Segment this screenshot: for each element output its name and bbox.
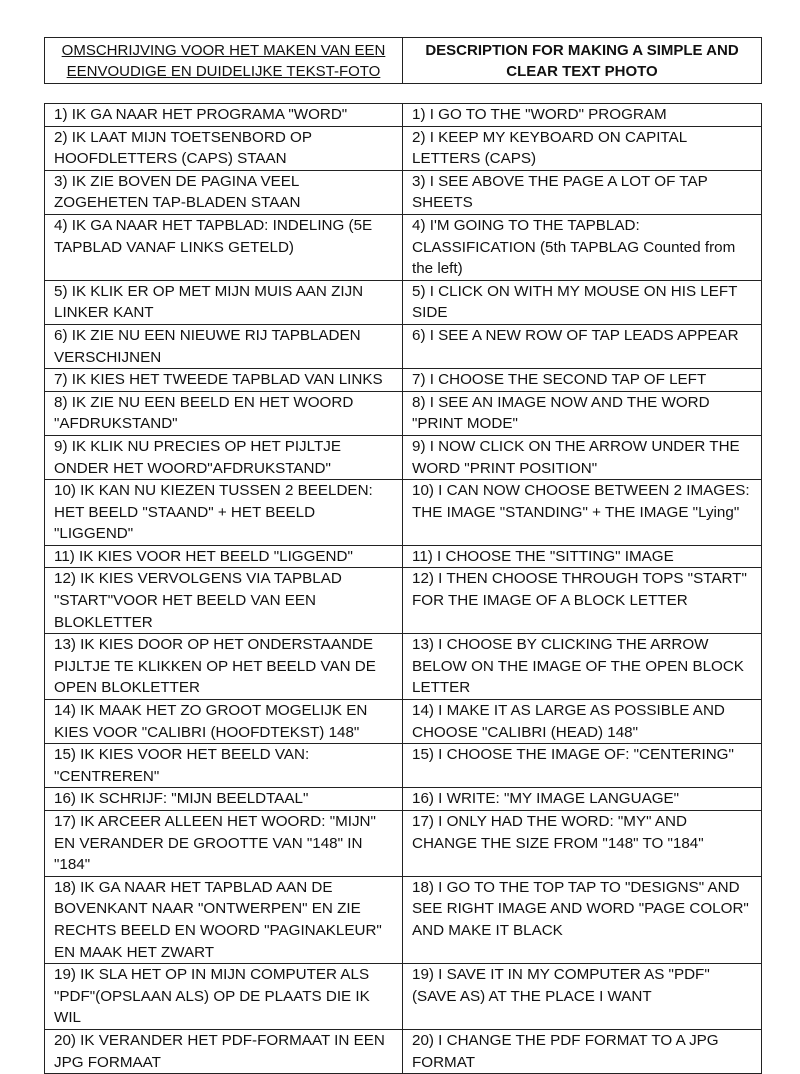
step-english-cell: 7) I CHOOSE THE SECOND TAP OF LEFT bbox=[403, 369, 762, 392]
step-dutch-cell: 13) IK KIES DOOR OP HET ONDERSTAANDE PIJLTJE TE KLIKKEN OP HET BEELD VAN DE OPEN BLOKLETTER bbox=[45, 634, 403, 700]
step-dutch-cell: 9) IK KLIK NU PRECIES OP HET PIJLTJE ONDER HET WOORD"AFDRUKSTAND" bbox=[45, 435, 403, 479]
step-english-cell: 2) I KEEP MY KEYBOARD ON CAPITAL LETTERS (CAPS) bbox=[403, 126, 762, 170]
steps-table bbox=[44, 103, 762, 1074]
step-dutch-cell: 18) IK GA NAAR HET TAPBLAD AAN DE BOVENKANT NAAR "ONTWERPEN" EN ZIE RECHTS BEELD EN WOORD "PAGINAKLEUR" EN MAAK HET ZWART bbox=[45, 876, 403, 963]
step-dutch-cell: 19) IK SLA HET OP IN MIJN COMPUTER ALS "PDF"(OPSLAAN ALS) OP DE PLAATS DIE IK WIL bbox=[45, 964, 403, 1030]
table-row bbox=[45, 435, 762, 479]
table-row bbox=[45, 811, 762, 877]
step-dutch-cell: 14) IK MAAK HET ZO GROOT MOGELIJK EN KIES VOOR "CALIBRI (HOOFDTEKST) 148" bbox=[45, 700, 403, 744]
step-dutch-cell: 8) IK ZIE NU EEN BEELD EN HET WOORD "AFDRUKSTAND" bbox=[45, 391, 403, 435]
table-row bbox=[45, 369, 762, 392]
table-row bbox=[45, 744, 762, 788]
step-english-cell: 11) I CHOOSE THE "SITTING" IMAGE bbox=[403, 545, 762, 568]
step-dutch-cell: 3) IK ZIE BOVEN DE PAGINA VEEL ZOGEHETEN TAP-BLADEN STAAN bbox=[45, 170, 403, 214]
step-dutch-cell: 20) IK VERANDER HET PDF-FORMAAT IN EEN JPG FORMAAT bbox=[45, 1029, 403, 1073]
step-english-cell: 20) I CHANGE THE PDF FORMAT TO A JPG FORMAT bbox=[403, 1029, 762, 1073]
step-english-cell: 1) I GO TO THE "WORD" PROGRAM bbox=[403, 104, 762, 127]
table-row bbox=[45, 545, 762, 568]
step-dutch-cell: 1) IK GA NAAR HET PROGRAMA "WORD" bbox=[45, 104, 403, 127]
table-row bbox=[45, 700, 762, 744]
table-row bbox=[45, 788, 762, 811]
step-english-cell: 3) I SEE ABOVE THE PAGE A LOT OF TAP SHEETS bbox=[403, 170, 762, 214]
step-english-cell: 8) I SEE AN IMAGE NOW AND THE WORD "PRINT MODE" bbox=[403, 391, 762, 435]
step-dutch-cell: 10) IK KAN NU KIEZEN TUSSEN 2 BEELDEN: HET BEELD "STAAND" + HET BEELD "LIGGEND" bbox=[45, 480, 403, 546]
step-english-cell: 13) I CHOOSE BY CLICKING THE ARROW BELOW ON THE IMAGE OF THE OPEN BLOCK LETTER bbox=[403, 634, 762, 700]
step-english-cell: 10) I CAN NOW CHOOSE BETWEEN 2 IMAGES: THE IMAGE "STANDING" + THE IMAGE "Lying" bbox=[403, 480, 762, 546]
step-english-cell: 17) I ONLY HAD THE WORD: "MY" AND CHANGE THE SIZE FROM "148" TO "184" bbox=[403, 811, 762, 877]
title-table bbox=[44, 37, 762, 84]
step-english-cell: 9) I NOW CLICK ON THE ARROW UNDER THE WORD "PRINT POSITION" bbox=[403, 435, 762, 479]
step-english-cell: 5) I CLICK ON WITH MY MOUSE ON HIS LEFT SIDE bbox=[403, 280, 762, 324]
table-row bbox=[45, 568, 762, 634]
table-row bbox=[45, 126, 762, 170]
table-row bbox=[45, 964, 762, 1030]
table-row bbox=[45, 1029, 762, 1073]
step-dutch-cell: 15) IK KIES VOOR HET BEELD VAN: "CENTREREN" bbox=[45, 744, 403, 788]
step-english-cell: 6) I SEE A NEW ROW OF TAP LEADS APPEAR bbox=[403, 324, 762, 368]
table-row bbox=[45, 876, 762, 963]
step-dutch-cell: 7) IK KIES HET TWEEDE TAPBLAD VAN LINKS bbox=[45, 369, 403, 392]
dutch-title: OMSCHRIJVING VOOR HET MAKEN VAN EEN EENVOUDIGE EN DUIDELIJKE TEKST-FOTO bbox=[45, 38, 403, 84]
step-dutch-cell: 5) IK KLIK ER OP MET MIJN MUIS AAN ZIJN LINKER KANT bbox=[45, 280, 403, 324]
title-row bbox=[45, 38, 762, 84]
step-english-cell: 4) I'M GOING TO THE TAPBLAD: CLASSIFICATION (5th TAPBLAG Counted from the left) bbox=[403, 214, 762, 280]
step-dutch-cell: 12) IK KIES VERVOLGENS VIA TAPBLAD "START"VOOR HET BEELD VAN EEN BLOKLETTER bbox=[45, 568, 403, 634]
table-row bbox=[45, 324, 762, 368]
step-dutch-cell: 2) IK LAAT MIJN TOETSENBORD OP HOOFDLETTERS (CAPS) STAAN bbox=[45, 126, 403, 170]
table-row bbox=[45, 214, 762, 280]
step-dutch-cell: 4) IK GA NAAR HET TAPBLAD: INDELING (5E TAPBLAD VANAF LINKS GETELD) bbox=[45, 214, 403, 280]
step-english-cell: 18) I GO TO THE TOP TAP TO "DESIGNS" AND SEE RIGHT IMAGE AND WORD "PAGE COLOR" AND MAKE IT BLACK bbox=[403, 876, 762, 963]
step-english-cell: 15) I CHOOSE THE IMAGE OF: "CENTERING" bbox=[403, 744, 762, 788]
step-dutch-cell: 11) IK KIES VOOR HET BEELD "LIGGEND" bbox=[45, 545, 403, 568]
step-english-cell: 14) I MAKE IT AS LARGE AS POSSIBLE AND CHOOSE "CALIBRI (HEAD) 148" bbox=[403, 700, 762, 744]
steps-body bbox=[45, 104, 762, 1074]
table-row bbox=[45, 391, 762, 435]
english-title: DESCRIPTION FOR MAKING A SIMPLE AND CLEAR TEXT PHOTO bbox=[403, 38, 762, 84]
table-row bbox=[45, 634, 762, 700]
step-english-cell: 19) I SAVE IT IN MY COMPUTER AS "PDF" (SAVE AS) AT THE PLACE I WANT bbox=[403, 964, 762, 1030]
table-row bbox=[45, 280, 762, 324]
table-row bbox=[45, 480, 762, 546]
step-dutch-cell: 16) IK SCHRIJF: "MIJN BEELDTAAL" bbox=[45, 788, 403, 811]
table-row bbox=[45, 170, 762, 214]
step-english-cell: 12) I THEN CHOOSE THROUGH TOPS "START" FOR THE IMAGE OF A BLOCK LETTER bbox=[403, 568, 762, 634]
step-dutch-cell: 6) IK ZIE NU EEN NIEUWE RIJ TAPBLADEN VERSCHIJNEN bbox=[45, 324, 403, 368]
step-english-cell: 16) I WRITE: "MY IMAGE LANGUAGE" bbox=[403, 788, 762, 811]
table-row bbox=[45, 104, 762, 127]
step-dutch-cell: 17) IK ARCEER ALLEEN HET WOORD: "MIJN" EN VERANDER DE GROOTTE VAN "148" IN "184" bbox=[45, 811, 403, 877]
